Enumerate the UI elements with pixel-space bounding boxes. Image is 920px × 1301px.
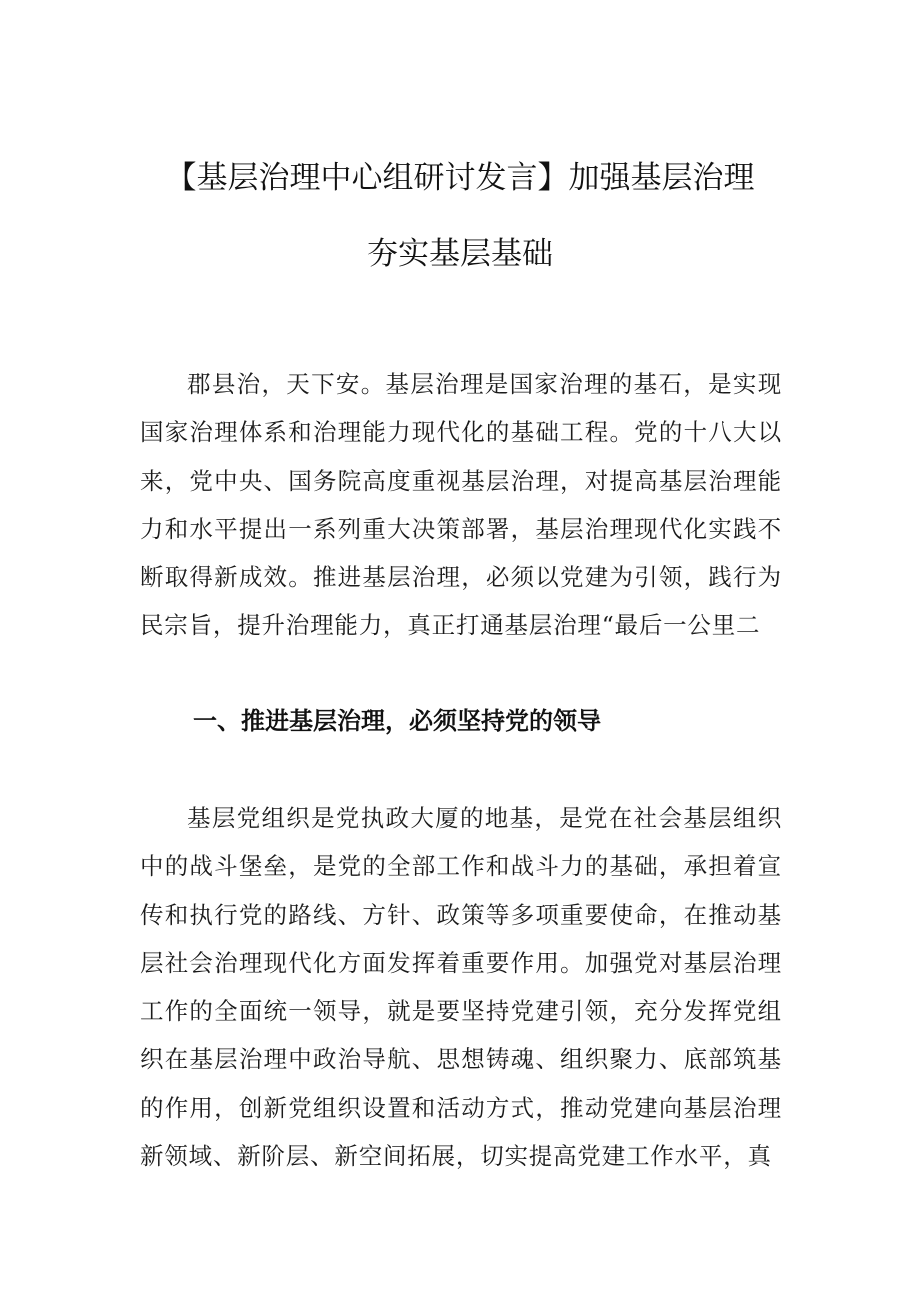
document-title-line2: 夯实基层基础 xyxy=(367,236,553,272)
document-title-line1: 【基层治理中心组研讨发言】加强基层治理 xyxy=(165,160,755,196)
section-heading-1: 一、推进基层治理，必须坚持党的领导 xyxy=(193,707,601,735)
paragraph-section1: 基层党组织是党执政大厦的地基，是党在社会基层组织中的战斗堡垒，是党的全部工作和战斗力的基础，承担着宣传和执行党的路线、方针、政策等多项重要使命，在推动基层社会治理现代化方面发挥着重要作用。加强党对基层治理工作的全面统一领导，就是要坚持党建引领，充分发挥党组织在基层治理中政治导航、思想铸魂、组织聚力、底部筑基的作用，创新党组织设置和活动方式，推动党建向基层治理新领域、新阶层、新空间拓展，切实提高党建工作水平，真 xyxy=(140,804,782,1171)
paragraph-intro: 郡县治，天下安。基层治理是国家治理的基石，是实现国家治理体系和治理能力现代化的基础工程。党的十八大以来，党中央、国务院高度重视基层治理，对提高基层治理能力和水平提出一系列重大决策部署，基层治理现代化实践不断取得新成效。推进基层治理，必须以党建为引领，践行为民宗旨，提升治理能力，真正打通基层治理“最后一公里二 xyxy=(140,370,782,640)
